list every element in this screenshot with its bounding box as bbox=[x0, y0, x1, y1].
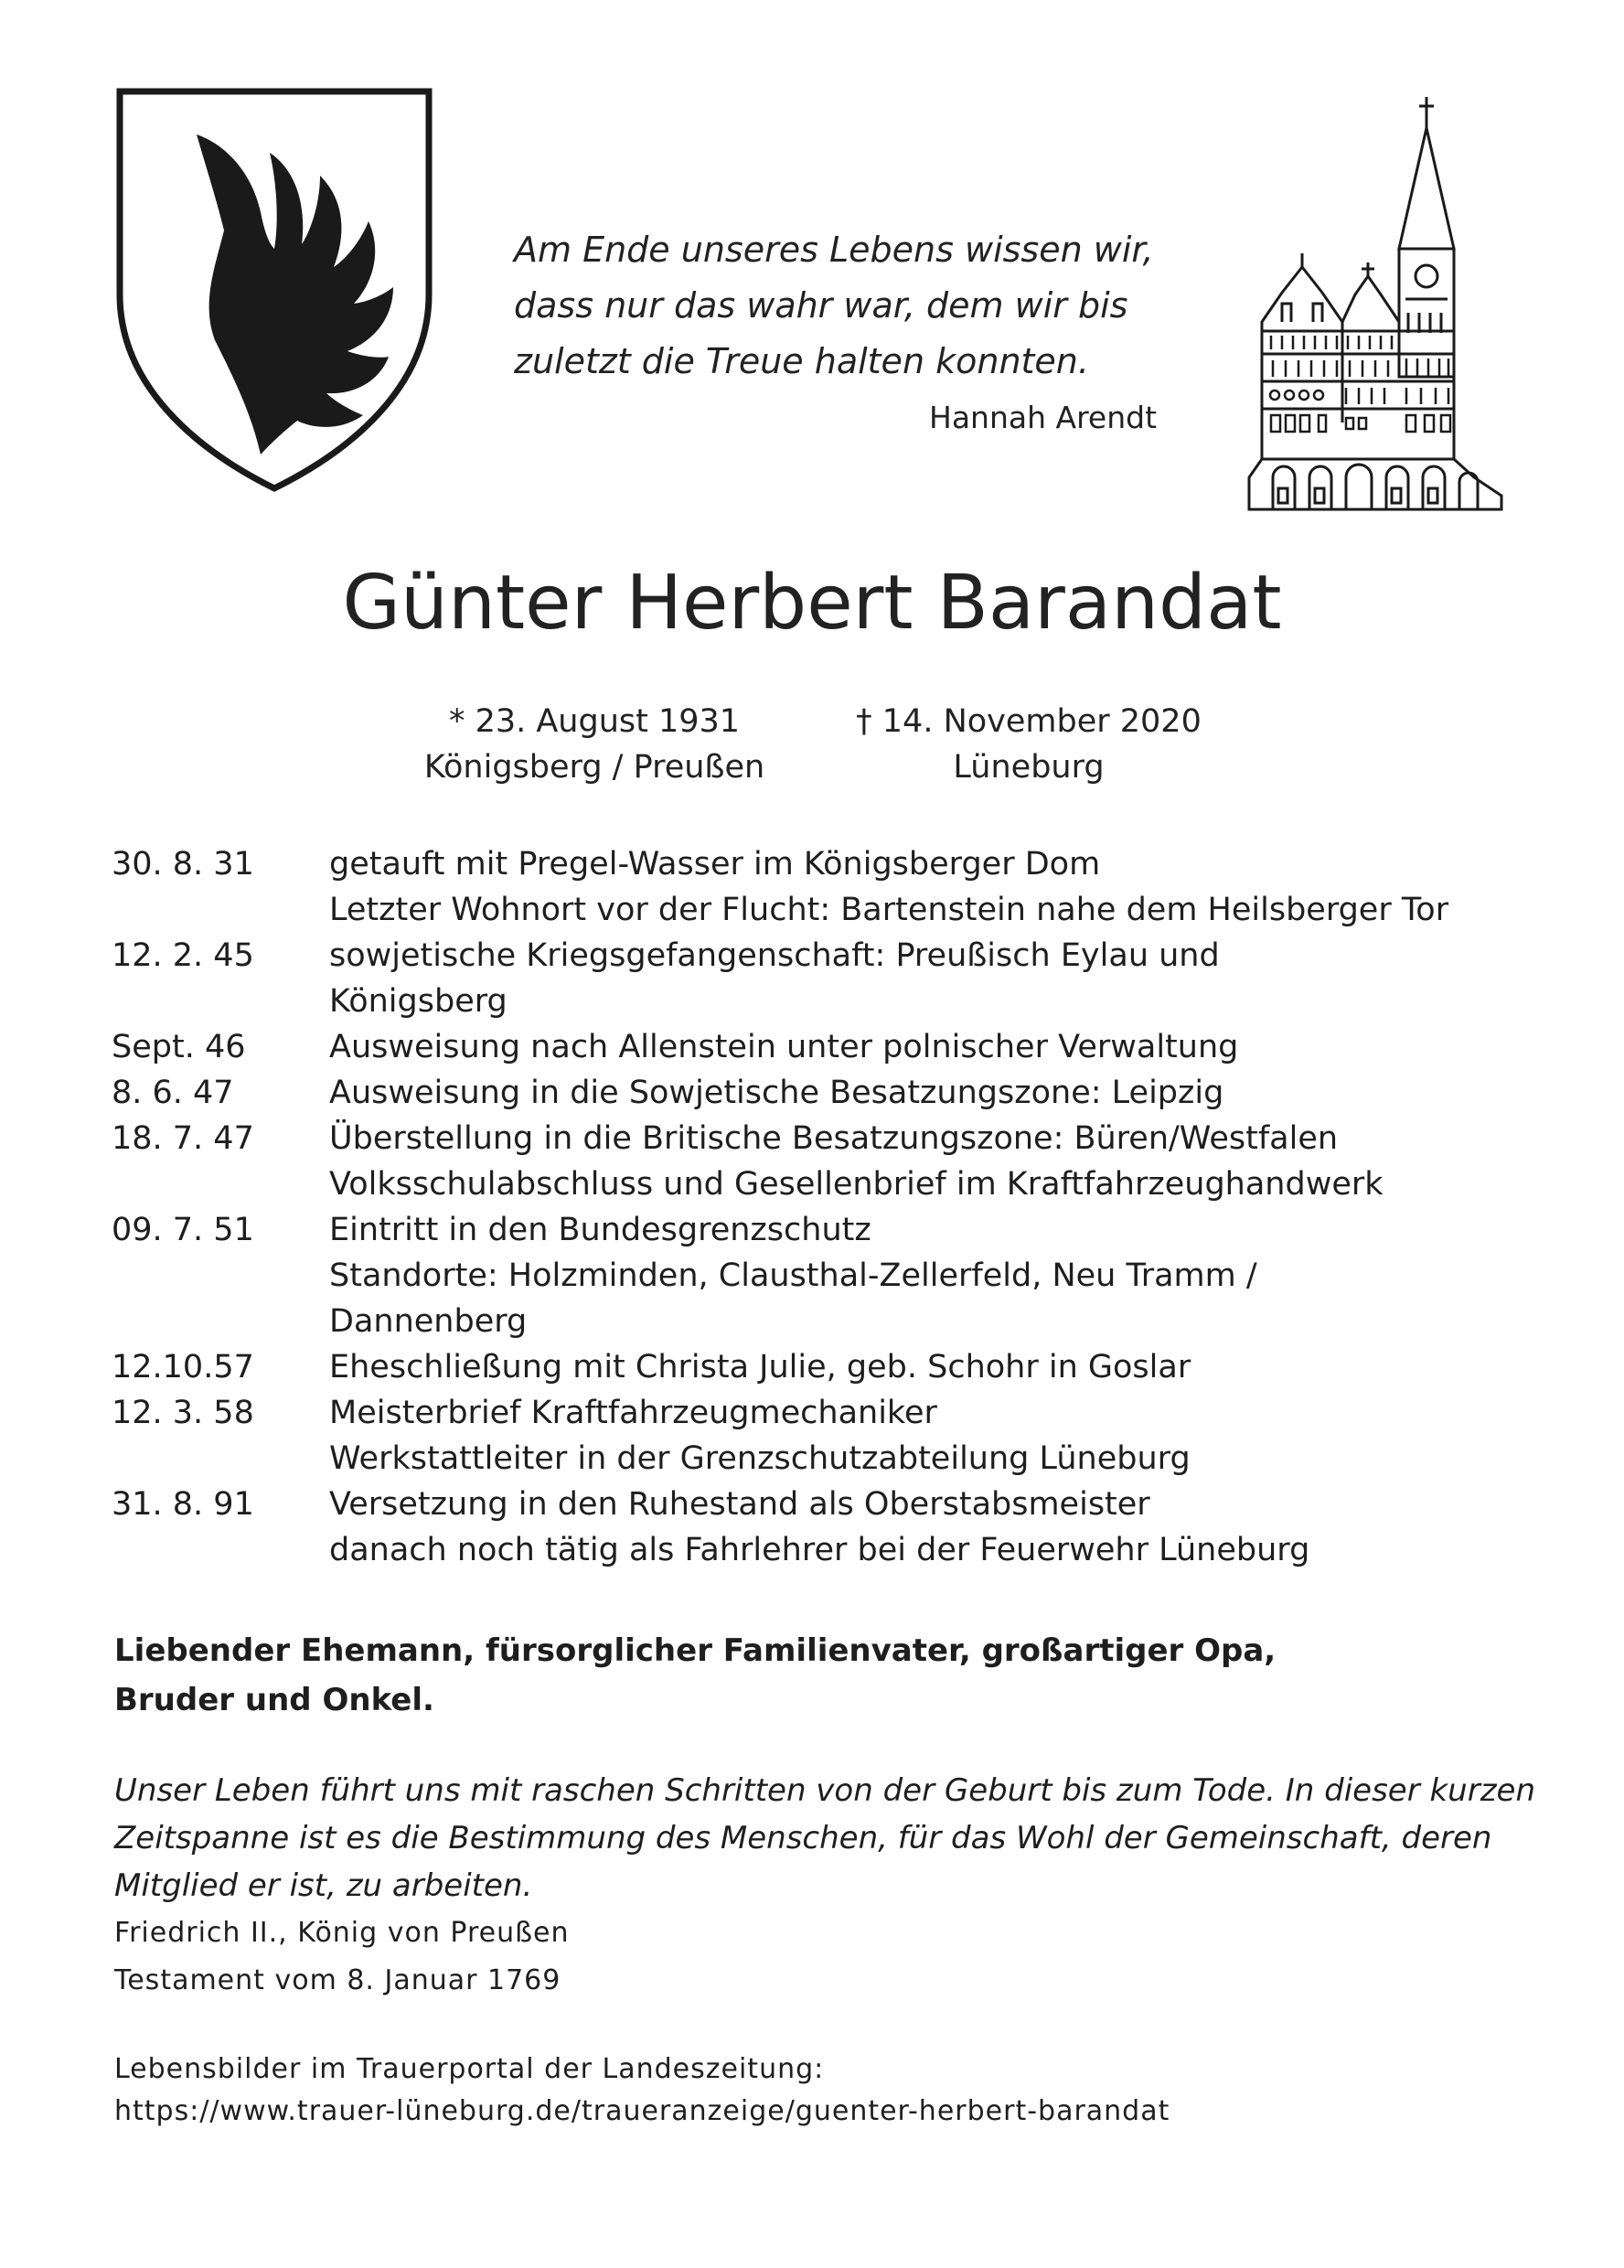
timeline-text: Letzter Wohnort vor der Flucht: Bartenstein nahe dem Heilsberger Tor bbox=[329, 892, 1449, 928]
closing-quote-source: Testament vom 8. Januar 1769 bbox=[114, 1964, 561, 1996]
closing-quote bbox=[114, 1767, 1541, 2005]
timeline-text: Volksschulabschluss und Gesellenbrief im Kraftfahrzeughandwerk bbox=[329, 1166, 1384, 1203]
timeline-text: Überstellung in die Britische Besatzungszone: Büren/Westfalen bbox=[329, 1120, 1339, 1157]
timeline-text: Eintritt in den Bundesgrenzschutz bbox=[329, 1212, 871, 1248]
koenigsberg-cathedral-icon bbox=[1245, 93, 1506, 512]
death-info bbox=[818, 699, 1239, 790]
family-tribute bbox=[114, 1626, 1486, 1725]
timeline-text: Meisterbrief Kraftfahrzeugmechaniker bbox=[329, 1395, 937, 1431]
death-date: † 14. November 2020 bbox=[856, 703, 1202, 740]
closing-quote-line: Zeitspanne ist es die Bestimmung des Menschen, für das Wohl der Gemeinschaft, deren bbox=[114, 1820, 1492, 1856]
timeline-row bbox=[112, 1207, 1538, 1344]
timeline-date: 12. 3. 58 bbox=[112, 1395, 254, 1431]
timeline-row bbox=[112, 933, 1538, 1024]
quote-line: dass nur das wahr war, dem wir bis bbox=[514, 285, 1128, 326]
birth-info bbox=[384, 699, 805, 790]
tribute-line: Liebender Ehemann, fürsorglicher Familienvater, großartiger Opa, bbox=[114, 1632, 1277, 1669]
timeline-row bbox=[112, 1070, 1538, 1116]
death-place: Lüneburg bbox=[953, 749, 1105, 786]
birth-place: Königsberg / Preußen bbox=[423, 749, 765, 786]
quote-line: zuletzt die Treue halten konnten. bbox=[514, 341, 1089, 381]
timeline-date: Sept. 46 bbox=[112, 1029, 246, 1065]
quote-line: Am Ende unseres Lebens wissen wir, bbox=[514, 230, 1154, 270]
timeline-text: Ausweisung in die Sowjetische Besatzungszone: Leipzig bbox=[329, 1075, 1224, 1111]
timeline-date: 12.10.57 bbox=[112, 1349, 254, 1385]
portal-url[interactable]: https://www.trauer-lüneburg.de/traueranzeige/guenter-herbert-barandat bbox=[114, 2095, 1170, 2127]
portal-label: Lebensbilder im Trauerportal der Landeszeitung: bbox=[114, 2053, 825, 2085]
timeline-row bbox=[112, 1390, 1538, 1482]
birth-date: * 23. August 1931 bbox=[448, 703, 741, 740]
timeline-row bbox=[112, 1116, 1538, 1207]
timeline-text: Versetzung in den Ruhestand als Oberstabsmeister bbox=[329, 1486, 1150, 1523]
life-timeline bbox=[112, 841, 1538, 1573]
timeline-date: 18. 7. 47 bbox=[112, 1120, 254, 1157]
quote-author: Hannah Arendt bbox=[929, 400, 1158, 435]
timeline-text: Werkstattleiter in der Grenzschutzabteilung Lüneburg bbox=[329, 1440, 1191, 1477]
timeline-text: Eheschließung mit Christa Julie, geb. Schohr in Goslar bbox=[329, 1349, 1191, 1385]
timeline-row bbox=[112, 1024, 1538, 1070]
timeline-date: 31. 8. 91 bbox=[112, 1486, 254, 1523]
opening-quote bbox=[514, 222, 1209, 390]
deceased-name: Günter Herbert Barandat bbox=[342, 560, 1282, 647]
timeline-date: 09. 7. 51 bbox=[112, 1212, 254, 1248]
tribute-line: Bruder und Onkel. bbox=[114, 1682, 434, 1718]
timeline-date: 8. 6. 47 bbox=[112, 1075, 234, 1111]
closing-quote-line: Unser Leben führt uns mit raschen Schritten von der Geburt bis zum Tode. In dieser kurzen bbox=[114, 1772, 1536, 1809]
timeline-text: getauft mit Pregel-Wasser im Königsberger Dom bbox=[329, 846, 1101, 883]
timeline-row bbox=[112, 841, 1538, 933]
timeline-row bbox=[112, 1344, 1538, 1390]
portal-link-block bbox=[114, 2049, 1541, 2133]
timeline-text: danach noch tätig als Fahrlehrer bei der Feuerwehr Lüneburg bbox=[329, 1532, 1310, 1568]
timeline-text: Ausweisung nach Allenstein unter polnischer Verwaltung bbox=[329, 1029, 1239, 1065]
timeline-date: 12. 2. 45 bbox=[112, 937, 254, 974]
timeline-date: 30. 8. 31 bbox=[112, 846, 254, 883]
coat-of-arms-icon bbox=[114, 84, 434, 496]
timeline-text: Königsberg bbox=[329, 983, 508, 1020]
timeline-text: Dannenberg bbox=[329, 1303, 528, 1340]
closing-quote-line: Mitglied er ist, zu arbeiten. bbox=[114, 1867, 533, 1904]
timeline-text: sowjetische Kriegsgefangenschaft: Preußisch Eylau und bbox=[329, 937, 1220, 974]
timeline-row bbox=[112, 1482, 1538, 1573]
timeline-text: Standorte: Holzminden, Clausthal-Zellerfeld, Neu Tramm / bbox=[329, 1257, 1257, 1294]
closing-quote-attribution: Friedrich II., König von Preußen bbox=[114, 1917, 570, 1949]
